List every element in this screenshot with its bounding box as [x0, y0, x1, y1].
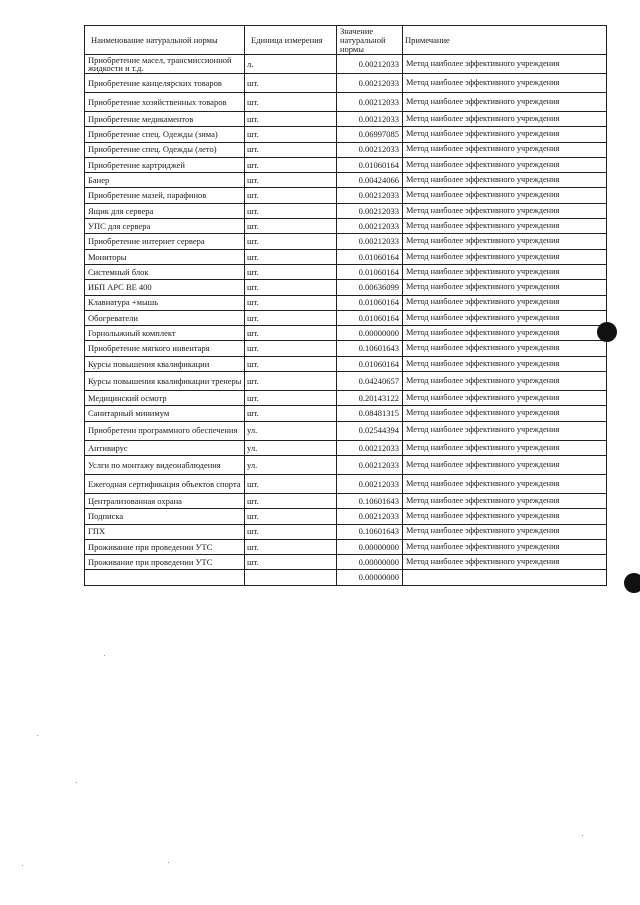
row-value-cell: 0.10601643: [337, 524, 403, 539]
header-unit: Единица измерения: [245, 26, 337, 55]
table-row: [85, 372, 607, 391]
row-unit-cell: шт.: [245, 264, 337, 279]
row-value-cell: 0.00212033: [337, 188, 403, 203]
row-note-cell: Метод наиболее эффективного учреждения: [403, 127, 607, 142]
table-row: [85, 421, 607, 440]
row-value-cell: 0.06997085: [337, 127, 403, 142]
row-unit-cell: [245, 570, 337, 585]
row-value-cell: 0.00000000: [337, 570, 403, 585]
row-value-cell: 0.01060164: [337, 310, 403, 325]
table-row: [85, 264, 607, 279]
row-name-cell: Подписка: [85, 509, 245, 524]
header-value: Значение натуральной нормы: [337, 26, 403, 55]
row-name-cell: ГПХ: [85, 524, 245, 539]
row-unit-cell: шт.: [245, 310, 337, 325]
row-note-cell: Метод наиболее эффективного учреждения: [403, 455, 607, 474]
table-row: [85, 112, 607, 127]
row-note-cell: Метод наиболее эффективного учреждения: [403, 493, 607, 508]
row-note-cell: Метод наиболее эффективного учреждения: [403, 203, 607, 218]
row-name-cell: Антивирус: [85, 440, 245, 455]
row-value-cell: 0.10601643: [337, 493, 403, 508]
table-row: [85, 474, 607, 493]
table-row: [85, 524, 607, 539]
row-value-cell: 0.00212033: [337, 440, 403, 455]
row-note-cell: Метод наиболее эффективного учреждения: [403, 188, 607, 203]
row-name-cell: Ящик для сервера: [85, 203, 245, 218]
row-name-cell: Обогреватели: [85, 310, 245, 325]
table-row: [85, 93, 607, 112]
table-row: [85, 249, 607, 264]
row-name-cell: Проживание при проведении УТС: [85, 539, 245, 554]
row-value-cell: 0.00212033: [337, 509, 403, 524]
row-value-cell: 0.00212033: [337, 112, 403, 127]
table-row: [85, 509, 607, 524]
row-name-cell: Банер: [85, 173, 245, 188]
row-unit-cell: шт.: [245, 142, 337, 157]
row-unit-cell: шт.: [245, 188, 337, 203]
row-note-cell: Метод наиболее эффективного учреждения: [403, 219, 607, 234]
row-note-cell: Метод наиболее эффективного учреждения: [403, 157, 607, 172]
row-unit-cell: шт.: [245, 326, 337, 341]
row-name-cell: Приобретение спец. Одежды (зима): [85, 127, 245, 142]
row-name-cell: Курсы повышения квалификации: [85, 356, 245, 371]
row-unit-cell: шт.: [245, 173, 337, 188]
row-name-cell: Приобретение медикаментов: [85, 112, 245, 127]
table-row: [85, 280, 607, 295]
row-unit-cell: ул.: [245, 440, 337, 455]
row-name-cell: Услги по монтажу видеонаблюдения: [85, 455, 245, 474]
row-value-cell: 0.00000000: [337, 555, 403, 570]
table-row: [85, 356, 607, 371]
table-row: [85, 391, 607, 406]
row-value-cell: 0.00212033: [337, 455, 403, 474]
row-name-cell: Санитарный минимум: [85, 406, 245, 421]
punch-hole-bottom: [624, 573, 640, 593]
row-unit-cell: шт.: [245, 74, 337, 93]
table-row: [85, 234, 607, 249]
row-note-cell: Метод наиболее эффективного учреждения: [403, 406, 607, 421]
row-name-cell: Приобретение интернет сервера: [85, 234, 245, 249]
table-row: [85, 219, 607, 234]
row-name-cell: УПС для сервера: [85, 219, 245, 234]
row-note-cell: Метод наиболее эффективного учреждения: [403, 234, 607, 249]
row-name-cell: Приобретение мазей, парафинов: [85, 188, 245, 203]
row-value-cell: 0.00212033: [337, 234, 403, 249]
row-unit-cell: шт.: [245, 295, 337, 310]
row-note-cell: Метод наиболее эффективного учреждения: [403, 249, 607, 264]
row-value-cell: 0.00000000: [337, 539, 403, 554]
row-name-cell: Приобретение канцелярских товаров: [85, 74, 245, 93]
row-value-cell: 0.00212033: [337, 203, 403, 218]
row-note-cell: Метод наиболее эффективного учреждения: [403, 74, 607, 93]
table-row: [85, 127, 607, 142]
row-note-cell: Метод наиболее эффективного учреждения: [403, 539, 607, 554]
row-name-cell: [85, 570, 245, 585]
row-unit-cell: ул.: [245, 421, 337, 440]
punch-hole-top: [597, 322, 617, 342]
row-value-cell: 0.00212033: [337, 74, 403, 93]
row-note-cell: Метод наиболее эффективного учреждения: [403, 391, 607, 406]
row-note-cell: Метод наиболее эффективного учреждения: [403, 421, 607, 440]
table-row: [85, 173, 607, 188]
row-note-cell: Метод наиболее эффективного учреждения: [403, 142, 607, 157]
header-note: Примечание: [403, 26, 607, 55]
row-note-cell: Метод наиболее эффективного учреждения: [403, 55, 607, 74]
row-note-cell: Метод наиболее эффективного учреждения: [403, 555, 607, 570]
scan-speck: [168, 862, 169, 863]
header-name: Наименование натуральной нормы: [85, 26, 245, 55]
table-row: [85, 539, 607, 554]
row-note-cell: Метод наиболее эффективного учреждения: [403, 474, 607, 493]
row-name-cell: Приобретение спец. Одежды (лето): [85, 142, 245, 157]
row-unit-cell: л.: [245, 55, 337, 74]
scan-speck: [76, 782, 77, 783]
scan-speck: [37, 735, 38, 736]
row-name-cell: Приобретение мягкого инвентаря: [85, 341, 245, 356]
row-note-cell: Метод наиболее эффективного учреждения: [403, 280, 607, 295]
row-name-cell: Медицинский осмотр: [85, 391, 245, 406]
table-row: [85, 74, 607, 93]
row-name-cell: Приобретение картриджей: [85, 157, 245, 172]
row-name-cell: Ежегодная сертификация объектов спорта: [85, 474, 245, 493]
scan-speck: [22, 865, 23, 866]
row-note-cell: Метод наиболее эффективного учреждения: [403, 93, 607, 112]
row-note-cell: Метод наиболее эффективного учреждения: [403, 524, 607, 539]
row-unit-cell: шт.: [245, 93, 337, 112]
table-row: [85, 406, 607, 421]
norms-table: [84, 25, 607, 586]
row-unit-cell: шт.: [245, 539, 337, 554]
row-unit-cell: шт.: [245, 249, 337, 264]
table-row: [85, 326, 607, 341]
row-note-cell: [403, 570, 607, 585]
row-note-cell: Метод наиболее эффективного учреждения: [403, 173, 607, 188]
row-unit-cell: шт.: [245, 524, 337, 539]
row-value-cell: 0.01060164: [337, 249, 403, 264]
row-value-cell: 0.01060164: [337, 264, 403, 279]
row-note-cell: Метод наиболее эффективного учреждения: [403, 509, 607, 524]
row-name-cell: Приобретение хозяйственных товаров: [85, 93, 245, 112]
row-unit-cell: шт.: [245, 474, 337, 493]
scan-speck: [582, 835, 583, 836]
table-row: [85, 555, 607, 570]
row-unit-cell: ул.: [245, 455, 337, 474]
row-value-cell: 0.00212033: [337, 219, 403, 234]
row-name-cell: Проживание при проведении УТС: [85, 555, 245, 570]
row-value-cell: 0.10601643: [337, 341, 403, 356]
row-name-cell: ИБП APC BE 400: [85, 280, 245, 295]
table-row: [85, 341, 607, 356]
table-row: [85, 142, 607, 157]
table-row: [85, 295, 607, 310]
row-unit-cell: шт.: [245, 280, 337, 295]
row-note-cell: Метод наиболее эффективного учреждения: [403, 372, 607, 391]
row-name-cell: Приобретени программного обеспечения: [85, 421, 245, 440]
row-note-cell: Метод наиболее эффективного учреждения: [403, 264, 607, 279]
row-value-cell: 0.00636099: [337, 280, 403, 295]
table-row: [85, 493, 607, 508]
row-note-cell: Метод наиболее эффективного учреждения: [403, 295, 607, 310]
table-row: [85, 310, 607, 325]
row-unit-cell: шт.: [245, 356, 337, 371]
row-unit-cell: шт.: [245, 509, 337, 524]
row-unit-cell: шт.: [245, 555, 337, 570]
row-value-cell: 0.00000000: [337, 326, 403, 341]
table-row: [85, 188, 607, 203]
row-unit-cell: шт.: [245, 341, 337, 356]
row-value-cell: 0.02544394: [337, 421, 403, 440]
table-row: [85, 55, 607, 74]
table-row: [85, 157, 607, 172]
row-unit-cell: шт.: [245, 493, 337, 508]
row-unit-cell: шт.: [245, 406, 337, 421]
row-unit-cell: шт.: [245, 112, 337, 127]
row-name-cell: Клавиатура +мышь: [85, 295, 245, 310]
row-note-cell: Метод наиболее эффективного учреждения: [403, 310, 607, 325]
row-value-cell: 0.00212033: [337, 142, 403, 157]
row-name-cell: Системный блок: [85, 264, 245, 279]
row-name-cell: Приобретение масел, трансмиссионной жидкости и т.д.: [85, 55, 245, 74]
row-value-cell: 0.00424066: [337, 173, 403, 188]
table-header-row: [85, 26, 607, 55]
row-unit-cell: шт.: [245, 127, 337, 142]
row-name-cell: Курсы повышения квалификации тренеры: [85, 372, 245, 391]
table-row: [85, 203, 607, 218]
row-value-cell: 0.01060164: [337, 295, 403, 310]
table-body: [85, 55, 607, 586]
row-unit-cell: шт.: [245, 372, 337, 391]
table-row: [85, 570, 607, 585]
row-value-cell: 0.00212033: [337, 55, 403, 74]
row-value-cell: 0.01060164: [337, 356, 403, 371]
row-note-cell: Метод наиболее эффективного учреждения: [403, 356, 607, 371]
row-note-cell: Метод наиболее эффективного учреждения: [403, 341, 607, 356]
row-note-cell: Метод наиболее эффективного учреждения: [403, 326, 607, 341]
scan-speck: [104, 655, 105, 656]
row-name-cell: Мониторы: [85, 249, 245, 264]
row-name-cell: Централизованная охрана: [85, 493, 245, 508]
row-value-cell: 0.00212033: [337, 474, 403, 493]
row-unit-cell: шт.: [245, 234, 337, 249]
row-unit-cell: шт.: [245, 219, 337, 234]
row-value-cell: 0.20143122: [337, 391, 403, 406]
row-name-cell: Горнолыжный комплект: [85, 326, 245, 341]
row-note-cell: Метод наиболее эффективного учреждения: [403, 440, 607, 455]
row-value-cell: 0.00212033: [337, 93, 403, 112]
row-value-cell: 0.04240657: [337, 372, 403, 391]
norms-table-sheet: [84, 25, 606, 586]
row-note-cell: Метод наиболее эффективного учреждения: [403, 112, 607, 127]
row-unit-cell: шт.: [245, 203, 337, 218]
row-unit-cell: шт.: [245, 157, 337, 172]
table-row: [85, 440, 607, 455]
row-unit-cell: шт.: [245, 391, 337, 406]
row-value-cell: 0.08481315: [337, 406, 403, 421]
row-value-cell: 0.01060164: [337, 157, 403, 172]
table-row: [85, 455, 607, 474]
